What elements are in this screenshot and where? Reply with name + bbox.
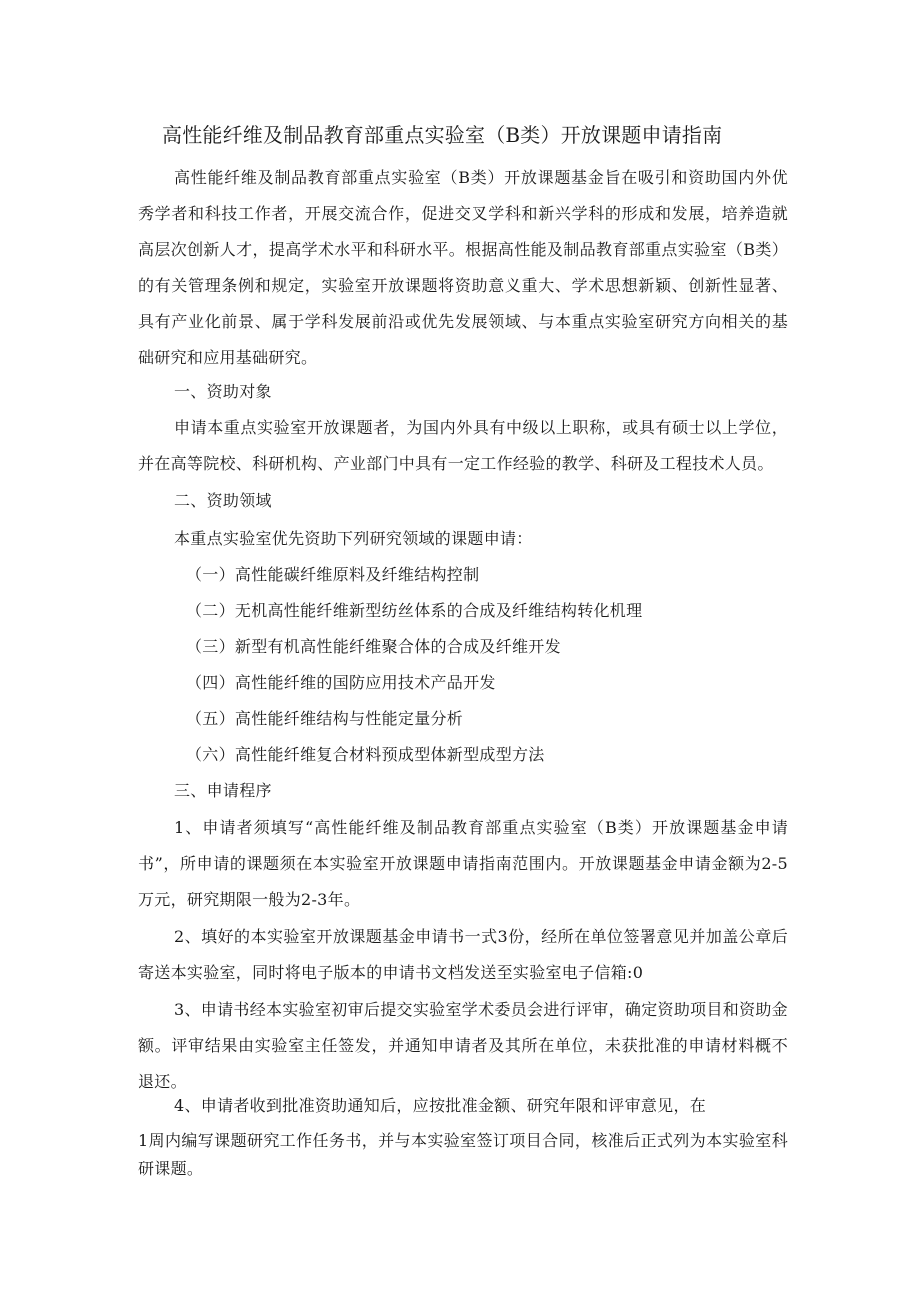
research-area-item: （四）高性能纤维的国防应用技术产品开发 (186, 673, 496, 692)
research-area-item: （五）高性能纤维结构与性能定量分析 (186, 709, 464, 728)
procedure-step-4-line-2: 1周内编写课题研究工作任务书，并与本实验室签订项目合同，核准后正式列为本实验室科研课题。 (138, 1131, 788, 1178)
research-area-item: （二）无机高性能纤维新型纺丝体系的合成及纤维结构转化机理 (186, 601, 643, 620)
section-3-heading: 三、申请程序 (174, 781, 272, 800)
document-title: 高性能纤维及制品教育部重点实验室（B类）开放课题申请指南 (162, 123, 723, 147)
procedure-step-1: 1、申请者须填写“高性能纤维及制品教育部重点实验室（B类）开放课题基金申请书”，所申请的课题须在本实验室开放课题申请指南范围内。开放课题基金申请金额为2-5万元，研究期限一般为2-3年。 (138, 818, 788, 909)
section-2-heading: 二、资助领域 (174, 491, 272, 510)
procedure-step-2: 2、填好的本实验室开放课题基金申请书一式3份，经所在单位签署意见并加盖公章后寄送本实验室，同时将电子版本的申请书文档发送至实验室电子信箱:0 (138, 927, 788, 982)
research-area-item: （一）高性能碳纤维原料及纤维结构控制 (186, 565, 480, 584)
procedure-step-4-line-1: 4、申请者收到批准资助通知后，应按批准金额、研究年限和评审意见，在 (174, 1096, 707, 1115)
section-1-heading: 一、资助对象 (174, 382, 272, 401)
section-2-intro: 本重点实验室优先资助下列研究领域的课题申请： (174, 529, 533, 548)
intro-paragraph: 高性能纤维及制品教育部重点实验室（B类）开放课题基金旨在吸引和资助国内外优秀学者和科技工作者，开展交流合作，促进交叉学科和新兴学科的形成和发展，培养造就高层次创新人才，提高学术水平和科研水平。根据高性能及制品教育部重点实验室（B类）的有关管理条例和规定，实验室开放课题将资助意义重大、学术思想新颖、创新性显著、具有产业化前景、属于学科发展前沿或优先发展领域、与本重点实验室研究方向相关的基础研究和应用基础研究。 (138, 168, 788, 367)
research-area-item: （六）高性能纤维复合材料预成型体新型成型方法 (186, 745, 545, 764)
section-1-paragraph: 申请本重点实验室开放课题者，为国内外具有中级以上职称，或具有硕士以上学位，并在高等院校、科研机构、产业部门中具有一定工作经验的教学、科研及工程技术人员。 (138, 418, 788, 473)
research-area-item: （三）新型有机高性能纤维聚合体的合成及纤维开发 (186, 637, 561, 656)
procedure-step-3: 3、申请书经本实验室初审后提交实验室学术委员会进行评审，确定资助项目和资助金额。评审结果由实验室主任签发，并通知申请者及其所在单位，未获批准的申请材料概不退还。 (138, 1000, 788, 1091)
